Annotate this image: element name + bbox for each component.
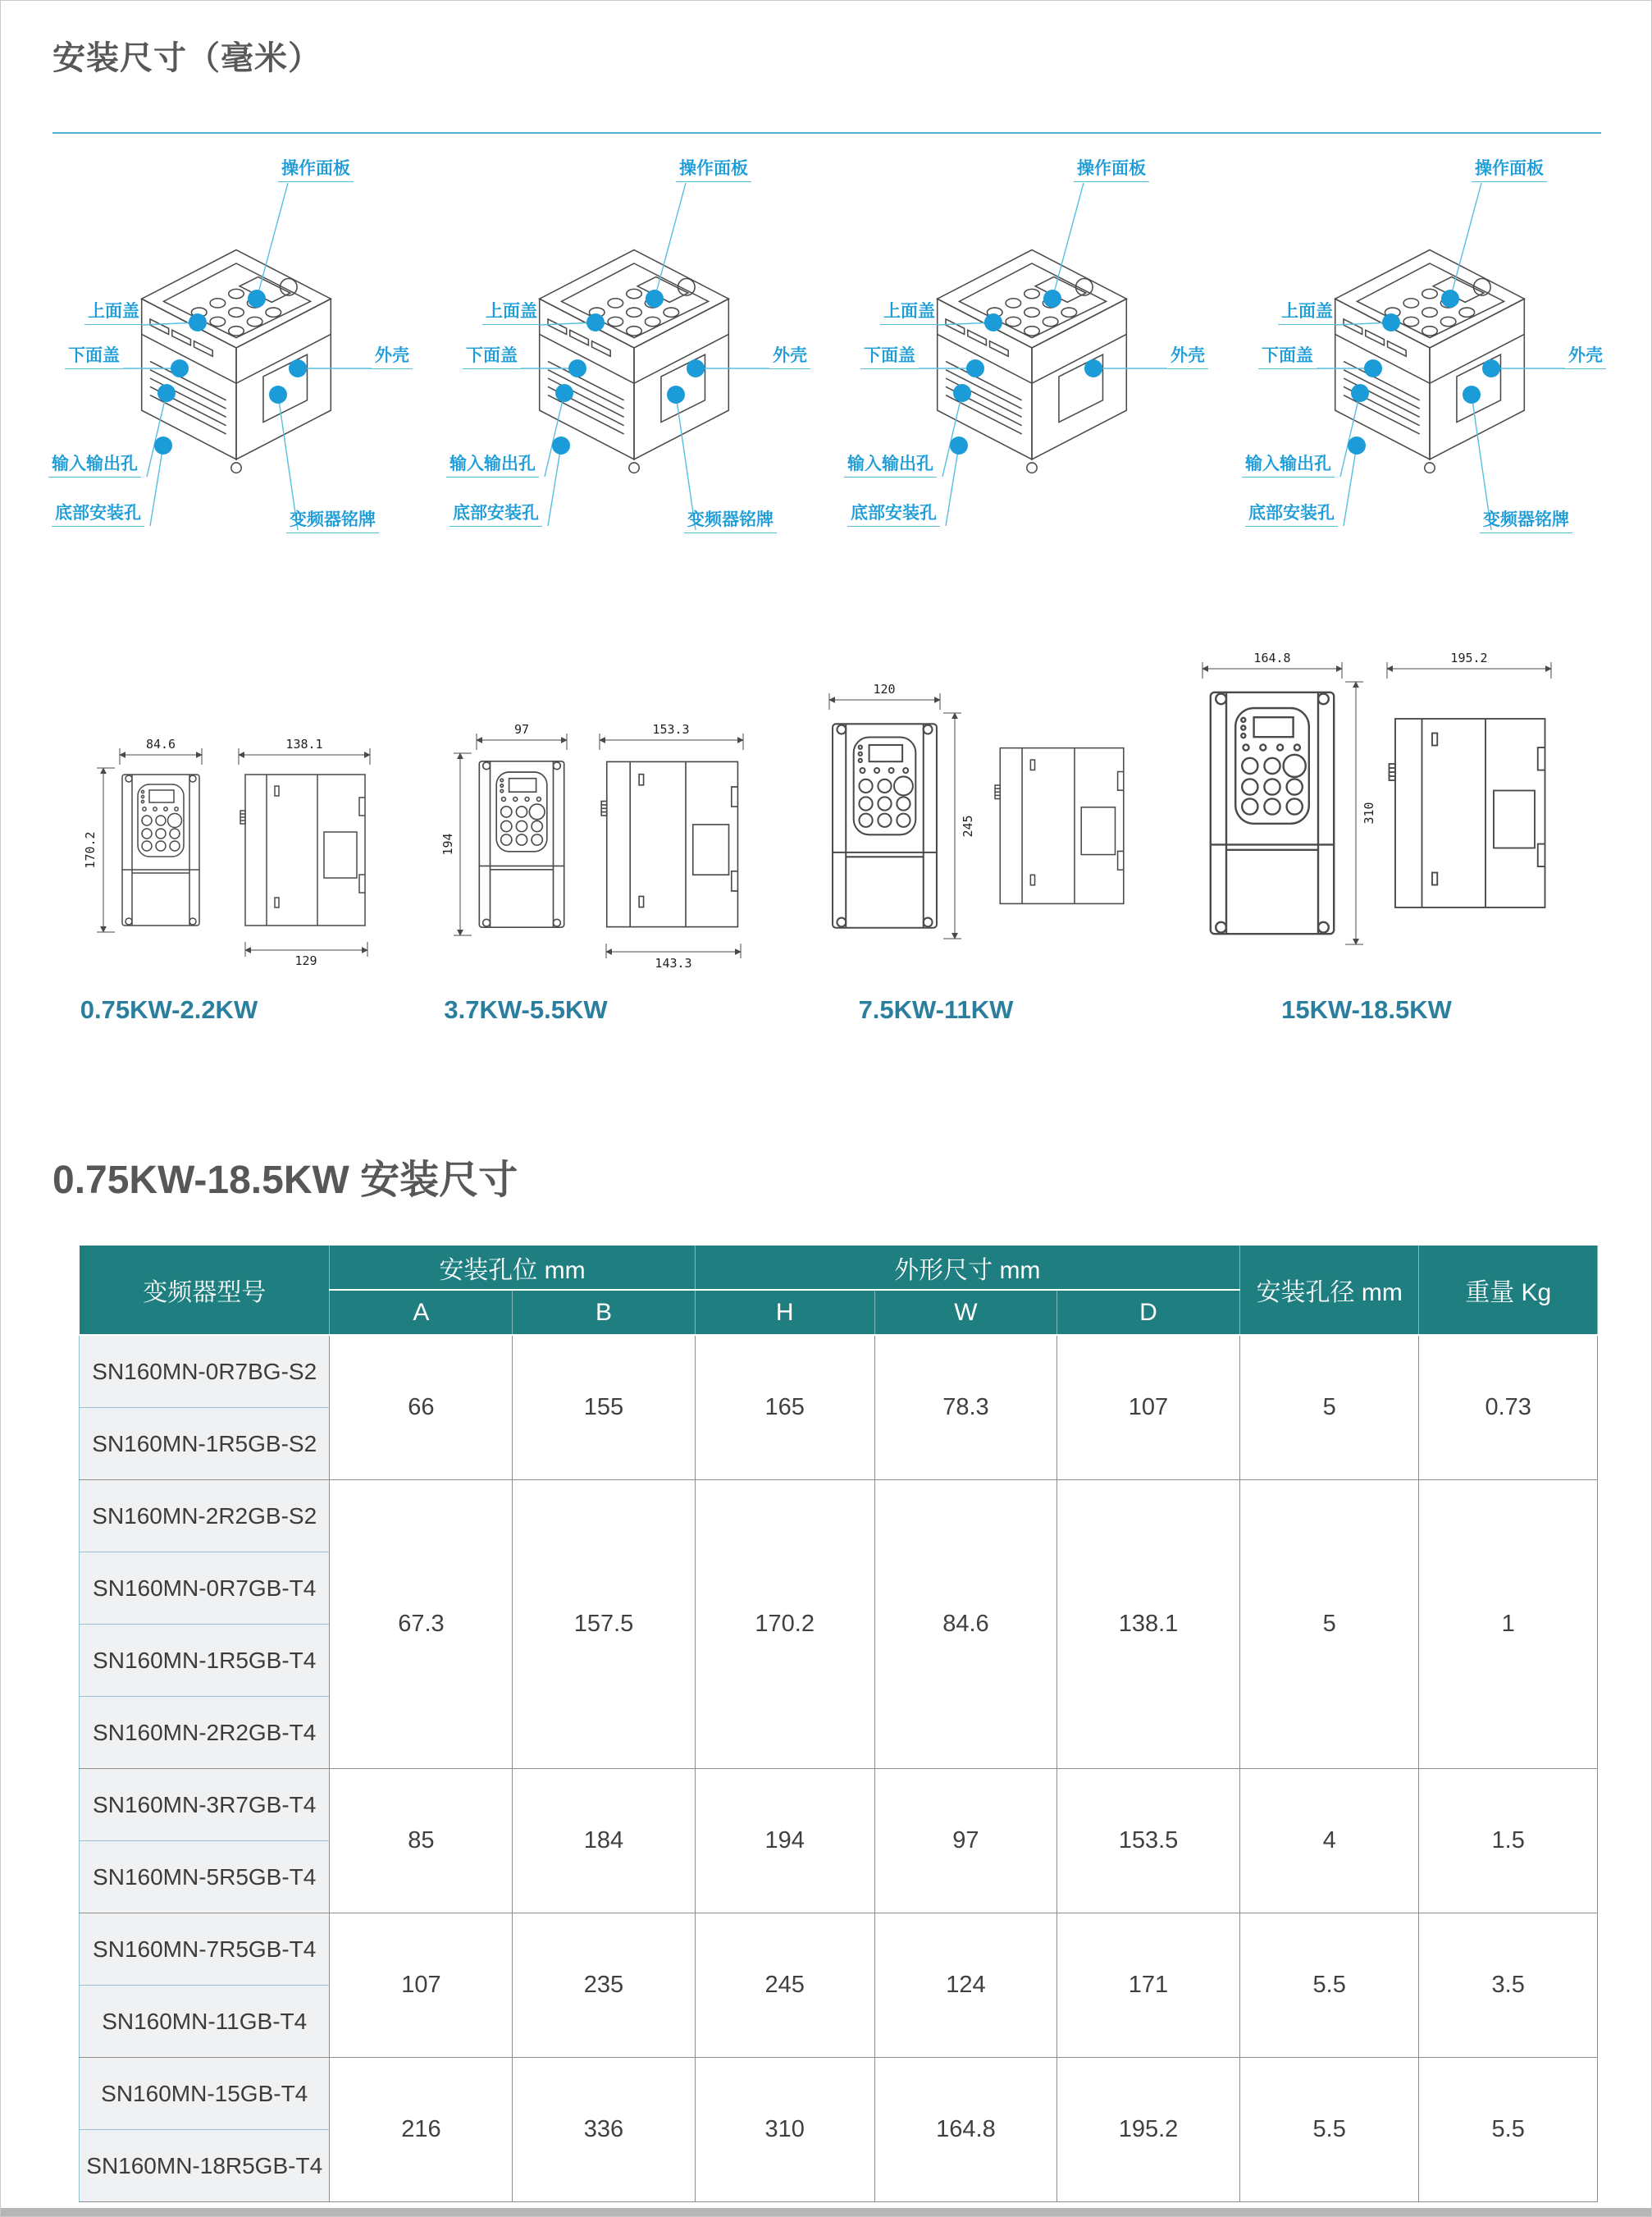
value-w: 124 [874, 1913, 1056, 2058]
value-hole-diameter: 5.5 [1240, 1913, 1419, 2058]
dimension-figure-3 [792, 680, 1153, 976]
dimension-figure-1 [79, 735, 407, 973]
model-cell: SN160MN-3R7GB-T4 [80, 1769, 330, 1841]
page-bottom-strip [1, 2208, 1651, 2216]
value-h: 310 [695, 2058, 874, 2202]
col-header-outline: 外形尺寸 mm [695, 1246, 1239, 1291]
callout-operation-panel: 操作面板 [1074, 158, 1149, 182]
model-cell: SN160MN-2R2GB-T4 [80, 1697, 330, 1769]
value-w: 97 [874, 1769, 1056, 1913]
dim-side-width: 153.3 [652, 722, 690, 737]
callout-bottom-mounting-holes: 底部安装孔 [847, 503, 940, 527]
isometric-figure-1 [42, 149, 436, 583]
col-header-h: H [695, 1290, 874, 1335]
value-d: 138.1 [1056, 1480, 1239, 1769]
vfd-dimension-drawing [79, 735, 407, 973]
value-a: 216 [330, 2058, 513, 2202]
dim-side-width: 195.2 [1450, 651, 1488, 665]
value-b: 184 [513, 1769, 695, 1913]
callout-bottom-cover: 下面盖 [860, 345, 919, 369]
callout-bottom-mounting-holes: 底部安装孔 [52, 503, 144, 527]
value-d: 107 [1056, 1335, 1239, 1480]
value-hole-diameter: 4 [1240, 1769, 1419, 1913]
value-h: 165 [695, 1335, 874, 1480]
col-header-mounting-holes: 安装孔位 mm [330, 1246, 695, 1291]
callout-io-holes: 输入输出孔 [48, 454, 141, 478]
callout-top-cover: 上面盖 [482, 301, 541, 325]
dim-side-bottom-width: 129 [294, 953, 317, 968]
callout-nameplate: 变频器铭牌 [286, 510, 379, 533]
model-cell: SN160MN-5R5GB-T4 [80, 1841, 330, 1913]
title-divider [52, 132, 1601, 134]
vfd-dimension-drawing [431, 716, 776, 975]
dim-side-width: 138.1 [285, 737, 323, 752]
figure-caption-3: 7.5KW-11KW [858, 995, 1014, 1024]
model-cell: SN160MN-1R5GB-S2 [80, 1408, 330, 1480]
callout-top-cover: 上面盖 [1278, 301, 1336, 325]
col-header-a: A [330, 1290, 513, 1335]
value-hole-diameter: 5.5 [1240, 2058, 1419, 2202]
callout-leader-lines [1317, 183, 1565, 530]
model-cell: SN160MN-0R7GB-T4 [80, 1552, 330, 1625]
value-d: 195.2 [1056, 2058, 1239, 2202]
table-row [80, 1769, 1598, 1841]
value-b: 155 [513, 1335, 695, 1480]
value-h: 170.2 [695, 1480, 874, 1769]
callout-operation-panel: 操作面板 [278, 158, 354, 182]
callout-operation-panel: 操作面板 [676, 158, 751, 182]
col-header-hole-diameter: 安装孔径 mm [1240, 1246, 1419, 1336]
table-row [80, 1480, 1598, 1552]
page-title: 安装尺寸（毫米） [52, 40, 322, 76]
value-hole-diameter: 5 [1240, 1335, 1419, 1480]
callout-bottom-mounting-holes: 底部安装孔 [1245, 503, 1338, 527]
col-header-w: W [874, 1290, 1056, 1335]
dim-front-height: 245 [961, 815, 975, 838]
model-cell: SN160MN-18R5GB-T4 [80, 2130, 330, 2202]
figure-caption-4: 15KW-18.5KW [1281, 995, 1452, 1024]
dimension-figure-4 [1166, 645, 1576, 973]
value-b: 157.5 [513, 1480, 695, 1769]
value-a: 85 [330, 1769, 513, 1913]
value-weight: 1 [1419, 1480, 1598, 1769]
value-w: 78.3 [874, 1335, 1056, 1480]
dimension-figure-2 [431, 716, 776, 975]
table-row [80, 2058, 1598, 2130]
callout-leader-lines [123, 183, 372, 530]
dim-front-height: 170.2 [83, 831, 98, 869]
col-header-weight: 重量 Kg [1419, 1246, 1598, 1336]
value-a: 107 [330, 1913, 513, 2058]
model-cell: SN160MN-2R2GB-S2 [80, 1480, 330, 1552]
model-cell: SN160MN-0R7BG-S2 [80, 1335, 330, 1408]
isometric-figure-2 [440, 149, 833, 583]
callout-bottom-cover: 下面盖 [1258, 345, 1317, 369]
installation-dimensions-table [79, 1245, 1598, 2202]
callout-top-cover: 上面盖 [84, 301, 143, 325]
model-cell: SN160MN-15GB-T4 [80, 2058, 330, 2130]
value-w: 84.6 [874, 1480, 1056, 1769]
value-weight: 5.5 [1419, 2058, 1598, 2202]
callout-io-holes: 输入输出孔 [446, 454, 539, 478]
callout-io-holes: 输入输出孔 [844, 454, 937, 478]
callout-bottom-mounting-holes: 底部安装孔 [450, 503, 542, 527]
dim-front-width: 164.8 [1253, 651, 1291, 665]
callout-leader-lines [919, 183, 1167, 526]
callout-shell: 外壳 [1167, 345, 1208, 369]
value-weight: 0.73 [1419, 1335, 1598, 1480]
value-hole-diameter: 5 [1240, 1480, 1419, 1769]
callout-bottom-cover: 下面盖 [65, 345, 123, 369]
isometric-figure-3 [837, 149, 1231, 583]
dim-front-width: 120 [873, 682, 896, 697]
value-a: 67.3 [330, 1480, 513, 1769]
callout-shell: 外壳 [1565, 345, 1606, 369]
callout-io-holes: 输入输出孔 [1242, 454, 1335, 478]
value-b: 235 [513, 1913, 695, 2058]
callout-shell: 外壳 [769, 345, 810, 369]
col-header-b: B [513, 1290, 695, 1335]
callout-bottom-cover: 下面盖 [463, 345, 521, 369]
col-header-model: 变频器型号 [80, 1246, 330, 1336]
section-title: 0.75KW-18.5KW 安装尺寸 [52, 1159, 518, 1202]
table-row [80, 1913, 1598, 1986]
table-row [80, 1335, 1598, 1408]
value-d: 153.5 [1056, 1769, 1239, 1913]
callout-operation-panel: 操作面板 [1472, 158, 1547, 182]
value-w: 164.8 [874, 2058, 1056, 2202]
callout-shell: 外壳 [372, 345, 413, 369]
col-header-d: D [1056, 1290, 1239, 1335]
callout-nameplate: 变频器铭牌 [684, 510, 777, 533]
dim-front-height: 310 [1362, 802, 1376, 825]
dim-front-width: 97 [513, 722, 530, 737]
dim-front-width: 84.6 [145, 737, 176, 752]
callout-nameplate: 变频器铭牌 [1480, 510, 1572, 533]
value-h: 194 [695, 1769, 874, 1913]
value-weight: 3.5 [1419, 1913, 1598, 2058]
value-a: 66 [330, 1335, 513, 1480]
model-cell: SN160MN-11GB-T4 [80, 1986, 330, 2058]
dim-side-bottom-width: 143.3 [655, 956, 692, 971]
figure-caption-1: 0.75KW-2.2KW [80, 995, 258, 1024]
isometric-figure-4 [1235, 149, 1629, 583]
value-b: 336 [513, 2058, 695, 2202]
model-cell: SN160MN-1R5GB-T4 [80, 1625, 330, 1697]
value-h: 245 [695, 1913, 874, 2058]
value-d: 171 [1056, 1913, 1239, 2058]
figure-caption-2: 3.7KW-5.5KW [444, 995, 608, 1024]
model-cell: SN160MN-7R5GB-T4 [80, 1913, 330, 1986]
dim-front-height: 194 [440, 833, 455, 856]
value-weight: 1.5 [1419, 1769, 1598, 1913]
callout-leader-lines [521, 183, 769, 530]
callout-top-cover: 上面盖 [880, 301, 938, 325]
